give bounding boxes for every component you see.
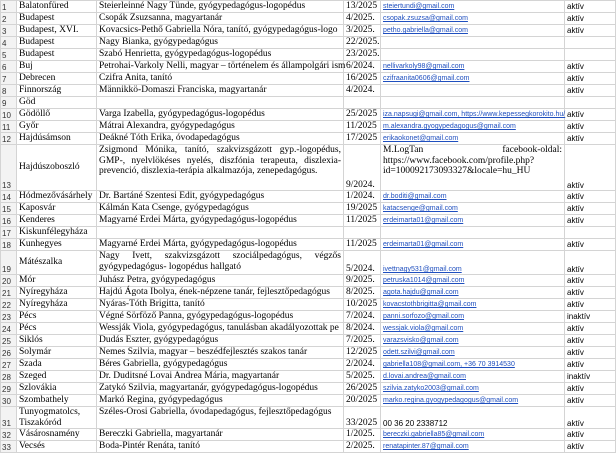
row-number[interactable]: 3 bbox=[1, 25, 17, 37]
table-row bbox=[1, 203, 616, 215]
cell-contact[interactable]: Boda-Pintér Renáta, tanító bbox=[97, 441, 344, 453]
cell-contact-info[interactable]: steiertundi@gmail.com bbox=[381, 1, 565, 13]
cell-contact-info[interactable]: odett.szilvi@gmail.com bbox=[381, 347, 565, 359]
cell-city[interactable]: Kiskunfélegyháza bbox=[17, 227, 97, 239]
table-row bbox=[1, 25, 616, 37]
cell-contact-info[interactable]: csopak.zsuzsa@gmail.com bbox=[381, 13, 565, 25]
cell-city[interactable]: Hajdúszoboszló bbox=[17, 145, 97, 191]
cell-status[interactable] bbox=[565, 227, 616, 239]
cell-city[interactable]: Győr bbox=[17, 121, 97, 133]
cell-registration[interactable]: 8/2024. bbox=[344, 323, 381, 335]
row-number[interactable]: 12 bbox=[1, 133, 17, 145]
cell-status[interactable] bbox=[565, 97, 616, 109]
row-number[interactable]: 31 bbox=[1, 407, 17, 429]
cell-contact[interactable]: Dr. Duditsné Lovai Andrea Mária, magyartanár bbox=[97, 371, 344, 383]
cell-contact[interactable]: Petrohai-Varkoly Nelli, magyar – történelem és állampolgári ism bbox=[97, 61, 344, 73]
cell-contact-info[interactable]: wessjak.viola@gmail.com bbox=[381, 323, 565, 335]
cell-contact[interactable]: Männikkö-Domaszi Franciska, magyartanár bbox=[97, 85, 344, 97]
row-number[interactable]: 18 bbox=[1, 239, 17, 251]
cell-contact[interactable]: Kovacsics-Pethő Gabriella Nóra, tanító, gyógypedagógus-logo bbox=[97, 25, 344, 37]
table-row bbox=[1, 191, 616, 203]
cell-registration[interactable]: 11/2025 bbox=[344, 215, 381, 227]
cell-contact-info[interactable]: renatapinter.87@gmail.com bbox=[381, 441, 565, 453]
row-number[interactable]: 22 bbox=[1, 299, 17, 311]
cell-contact[interactable]: Dr. Bartáné Szentesi Edit, gyógypedagógus bbox=[97, 191, 344, 203]
cell-status[interactable]: aktív bbox=[565, 251, 616, 275]
cell-city[interactable]: Budapest bbox=[17, 49, 97, 61]
cell-city[interactable]: Balatonfüred bbox=[17, 1, 97, 13]
cell-status[interactable]: aktív bbox=[565, 61, 616, 73]
cell-registration[interactable]: 1/2024. bbox=[344, 191, 381, 203]
cell-status[interactable]: aktív bbox=[565, 215, 616, 227]
cell-status[interactable]: aktív bbox=[565, 383, 616, 395]
cell-contact-info[interactable]: M.LogTan facebook-oldal: https://www.facebook.com/profile.php?id=100092173093327&locale=hu_HU bbox=[381, 145, 565, 191]
cell-city[interactable]: Hajdúsámson bbox=[17, 133, 97, 145]
row-number[interactable]: 2 bbox=[1, 13, 17, 25]
cell-city[interactable]: Kenderes bbox=[17, 215, 97, 227]
row-number[interactable]: 7 bbox=[1, 73, 17, 85]
cell-city[interactable]: Tunyogmatolcs, Tiszakóród bbox=[17, 407, 97, 429]
row-number[interactable]: 28 bbox=[1, 371, 17, 383]
table-row bbox=[1, 359, 616, 371]
cell-city[interactable]: Hódmezővásárhely bbox=[17, 191, 97, 203]
cell-registration[interactable]: 12/2025 bbox=[344, 347, 381, 359]
row-number[interactable]: 11 bbox=[1, 121, 17, 133]
cell-contact[interactable]: Steierleinné Nagy Tünde, gyógypedagógus-logopédus bbox=[97, 1, 344, 13]
row-number[interactable]: 19 bbox=[1, 251, 17, 275]
row-number[interactable]: 21 bbox=[1, 287, 17, 299]
cell-registration[interactable]: 9/2025. bbox=[344, 275, 381, 287]
cell-registration[interactable]: 7/2025. bbox=[344, 335, 381, 347]
row-number[interactable]: 26 bbox=[1, 347, 17, 359]
cell-contact[interactable]: Nagy Ivett, szakvizsgázott szociálpedagógus, végzős gyógypedagógus- logopédus hallgató bbox=[97, 251, 344, 275]
cell-contact-info[interactable]: kovacstothbrigitta@gmail.com bbox=[381, 299, 565, 311]
cell-contact-info[interactable]: czifraanita0606@gmail.com bbox=[381, 73, 565, 85]
cell-city[interactable]: Finnország bbox=[17, 85, 97, 97]
cell-registration[interactable]: 3/2025. bbox=[344, 25, 381, 37]
row-number[interactable]: 30 bbox=[1, 395, 17, 407]
cell-status[interactable]: aktív bbox=[565, 13, 616, 25]
table-row bbox=[1, 97, 616, 109]
cell-status[interactable]: aktív bbox=[565, 299, 616, 311]
cell-status[interactable]: aktív bbox=[565, 85, 616, 97]
cell-status[interactable]: aktív bbox=[565, 191, 616, 203]
cell-status[interactable]: aktív bbox=[565, 239, 616, 251]
cell-contact[interactable]: Zsigmond Mónika, tanító, szakvizsgázott gyp.-logopédus, GMP-, nyelvlökéses nyelés, diszfónia terapeuta, diszlexia-prevenció, diszlexia-terápia alkalmazója, zenepedagógus. bbox=[97, 145, 344, 191]
cell-status[interactable]: aktív bbox=[565, 133, 616, 145]
table-row bbox=[1, 395, 616, 407]
table-row bbox=[1, 37, 616, 49]
cell-status[interactable]: aktív bbox=[565, 275, 616, 287]
table-row bbox=[1, 215, 616, 227]
cell-contact[interactable]: Magyarné Erdei Márta, gyógypedagógus-logopédus bbox=[97, 239, 344, 251]
cell-registration[interactable]: 8/2025. bbox=[344, 287, 381, 299]
cell-registration[interactable]: 4/2025. bbox=[344, 13, 381, 25]
table-row bbox=[1, 13, 616, 25]
cell-status[interactable]: aktív bbox=[565, 203, 616, 215]
cell-contact-info[interactable]: erikaokonet@gmail.com bbox=[381, 133, 565, 145]
table-row bbox=[1, 299, 616, 311]
cell-contact-info[interactable]: d.lovai.andrea@gmail.com bbox=[381, 371, 565, 383]
cell-status[interactable]: aktív bbox=[565, 441, 616, 453]
cell-registration[interactable]: 26/2025 bbox=[344, 383, 381, 395]
cell-contact-info[interactable]: erdeimarta01@gmail.com bbox=[381, 215, 565, 227]
cell-registration[interactable]: 1/2025. bbox=[344, 429, 381, 441]
table-row bbox=[1, 121, 616, 133]
cell-registration[interactable]: 4/2024. bbox=[344, 85, 381, 97]
cell-city[interactable]: Vásárosnamény bbox=[17, 429, 97, 441]
table-row bbox=[1, 311, 616, 323]
cell-city[interactable]: Nyíregyháza bbox=[17, 287, 97, 299]
cell-contact-info[interactable] bbox=[381, 37, 565, 49]
cell-contact-info[interactable]: gabriella108@gmail.com, +36 70 3914530 bbox=[381, 359, 565, 371]
cell-registration[interactable]: 10/2025 bbox=[344, 299, 381, 311]
cell-city[interactable]: Budapest, XVI. bbox=[17, 25, 97, 37]
table-row bbox=[1, 73, 616, 85]
cell-registration[interactable]: 11/2025 bbox=[344, 239, 381, 251]
cell-status[interactable] bbox=[565, 37, 616, 49]
cell-contact[interactable]: Wessják Viola, gyógypedagógus, tanulásban akadályozottak pe bbox=[97, 323, 344, 335]
cell-contact-info[interactable]: petho.gabriella@gmail.com bbox=[381, 25, 565, 37]
cell-contact[interactable]: Bereczki Gabriella, magyartanár bbox=[97, 429, 344, 441]
cell-registration[interactable]: 33/2025 bbox=[344, 407, 381, 429]
cell-contact-info[interactable] bbox=[381, 85, 565, 97]
cell-registration[interactable]: 22/2025. bbox=[344, 37, 381, 49]
row-number[interactable]: 6 bbox=[1, 61, 17, 73]
table-row bbox=[1, 133, 616, 145]
cell-registration[interactable]: 7/2024. bbox=[344, 311, 381, 323]
cell-contact[interactable]: Nemes Szilvia, magyar – beszédfejlesztés szakos tanár bbox=[97, 347, 344, 359]
cell-status[interactable]: aktív bbox=[565, 407, 616, 429]
cell-city[interactable]: Mór bbox=[17, 275, 97, 287]
table-row bbox=[1, 383, 616, 395]
table-row bbox=[1, 145, 616, 191]
cell-city[interactable]: Szlovákia bbox=[17, 383, 97, 395]
cell-status[interactable]: aktív bbox=[565, 25, 616, 37]
cell-city[interactable]: Budapest bbox=[17, 37, 97, 49]
table-row bbox=[1, 371, 616, 383]
cell-contact[interactable]: Varga Izabella, gyógypedagógus-logopédus bbox=[97, 109, 344, 121]
table-row bbox=[1, 275, 616, 287]
cell-contact-info[interactable]: agota.hajdu@gmail.com bbox=[381, 287, 565, 299]
cell-contact[interactable] bbox=[97, 227, 344, 239]
row-number[interactable]: 20 bbox=[1, 275, 17, 287]
cell-contact[interactable]: Szabó Henrietta, gyógypedagógus-logopédus bbox=[97, 49, 344, 61]
table-row bbox=[1, 1, 616, 13]
cell-contact-info[interactable]: iza.napsugi@gmail.com, https://www.kepessegkorokito.hu/ bbox=[381, 109, 565, 121]
cell-registration[interactable]: 16/2025 bbox=[344, 73, 381, 85]
table-row bbox=[1, 407, 616, 429]
row-number[interactable]: 5 bbox=[1, 49, 17, 61]
cell-contact[interactable]: Juhász Petra, gyógypedagógus bbox=[97, 275, 344, 287]
cell-status[interactable]: aktív bbox=[565, 121, 616, 133]
table-row bbox=[1, 239, 616, 251]
table-row bbox=[1, 85, 616, 97]
row-number[interactable]: 13 bbox=[1, 145, 17, 191]
row-number[interactable]: 23 bbox=[1, 311, 17, 323]
table-row bbox=[1, 335, 616, 347]
cell-contact-info[interactable]: dr.boditi@gmail.com bbox=[381, 191, 565, 203]
cell-city[interactable]: Solymár bbox=[17, 347, 97, 359]
cell-status[interactable]: inaktív bbox=[565, 371, 616, 383]
cell-contact-info[interactable] bbox=[381, 227, 565, 239]
cell-contact[interactable]: Markó Regina, gyógypedagógus bbox=[97, 395, 344, 407]
cell-contact-info[interactable] bbox=[381, 97, 565, 109]
cell-contact[interactable]: Nyáras-Tóth Brigitta, tanító bbox=[97, 299, 344, 311]
row-number[interactable]: 10 bbox=[1, 109, 17, 121]
cell-status[interactable]: aktív bbox=[565, 287, 616, 299]
cell-contact[interactable]: Széles-Orosi Gabriella, óvodapedagógus, fejlesztőpedagógus bbox=[97, 407, 344, 429]
cell-contact[interactable]: Csopák Zsuzsanna, magyartanár bbox=[97, 13, 344, 25]
cell-contact[interactable]: Béres Gabriella, gyógypedagógus bbox=[97, 359, 344, 371]
cell-contact[interactable]: Zatykó Szilvia, magyartanár, gyógypedagógus-logopédus bbox=[97, 383, 344, 395]
row-number[interactable]: 16 bbox=[1, 215, 17, 227]
cell-city[interactable]: Kaposvár bbox=[17, 203, 97, 215]
table-row bbox=[1, 61, 616, 73]
table-row bbox=[1, 251, 616, 275]
cell-registration[interactable]: 2/2024. bbox=[344, 359, 381, 371]
cell-city[interactable]: Szada bbox=[17, 359, 97, 371]
cell-city[interactable]: Szombathely bbox=[17, 395, 97, 407]
row-number[interactable]: 4 bbox=[1, 37, 17, 49]
row-number[interactable]: 32 bbox=[1, 429, 17, 441]
cell-contact-info[interactable]: erdeimarta01@gmail.com bbox=[381, 239, 565, 251]
cell-contact-info[interactable]: m.alexandra.gyogypedagogus@gmail.com bbox=[381, 121, 565, 133]
cell-city[interactable]: Göd bbox=[17, 97, 97, 109]
cell-registration[interactable]: 19/2025 bbox=[344, 203, 381, 215]
table-row bbox=[1, 49, 616, 61]
cell-registration[interactable] bbox=[344, 97, 381, 109]
row-number[interactable]: 9 bbox=[1, 97, 17, 109]
row-number[interactable]: 14 bbox=[1, 191, 17, 203]
cell-contact-info[interactable]: katacsenge@gmail.com bbox=[381, 203, 565, 215]
row-number[interactable]: 1 bbox=[1, 1, 17, 13]
cell-city[interactable]: Kunhegyes bbox=[17, 239, 97, 251]
cell-status[interactable] bbox=[565, 49, 616, 61]
cell-contact[interactable] bbox=[97, 97, 344, 109]
cell-registration[interactable]: 20/2025 bbox=[344, 395, 381, 407]
cell-status[interactable]: inaktív bbox=[565, 311, 616, 323]
cell-status[interactable]: aktív bbox=[565, 1, 616, 13]
cell-contact[interactable]: Czifra Anita, tanító bbox=[97, 73, 344, 85]
cell-registration[interactable]: 11/2025 bbox=[344, 121, 381, 133]
cell-contact-info[interactable]: marko.regina.gyogypedagogus@gmail.com bbox=[381, 395, 565, 407]
cell-registration[interactable] bbox=[344, 227, 381, 239]
cell-contact[interactable]: Nagy Bianka, gyógypedagógus bbox=[97, 37, 344, 49]
table-row bbox=[1, 429, 616, 441]
row-number[interactable]: 27 bbox=[1, 359, 17, 371]
cell-status[interactable]: aktív bbox=[565, 395, 616, 407]
cell-city[interactable]: Debrecen bbox=[17, 73, 97, 85]
cell-city[interactable]: Pécs bbox=[17, 323, 97, 335]
cell-status[interactable]: aktív bbox=[565, 145, 616, 191]
cell-contact-info[interactable]: ivettnagy531@gmail.com bbox=[381, 251, 565, 275]
cell-contact-info[interactable]: panni.sorfozo@gmail.com bbox=[381, 311, 565, 323]
cell-registration[interactable]: 17/2025 bbox=[344, 133, 381, 145]
cell-contact[interactable]: Hajdú Ágota Ibolya, ének-népzene tanár, fejlesztőpedagógus bbox=[97, 287, 344, 299]
cell-contact[interactable]: Végné Sörföző Panna, gyógypedagógus-logopédus bbox=[97, 311, 344, 323]
cell-city[interactable]: Szeged bbox=[17, 371, 97, 383]
row-number[interactable]: 29 bbox=[1, 383, 17, 395]
cell-status[interactable]: aktív bbox=[565, 359, 616, 371]
cell-registration[interactable]: 5/2025. bbox=[344, 371, 381, 383]
table-row bbox=[1, 109, 616, 121]
cell-status[interactable]: aktív bbox=[565, 429, 616, 441]
cell-city[interactable]: Gödöllő bbox=[17, 109, 97, 121]
cell-city[interactable]: Nyíregyháza bbox=[17, 299, 97, 311]
table-row bbox=[1, 227, 616, 239]
cell-contact[interactable]: Kálmán Kata Csenge, gyógypedagógus bbox=[97, 203, 344, 215]
cell-contact-info[interactable]: varazsvisko@gmail.com bbox=[381, 335, 565, 347]
cell-registration[interactable]: 6/2024. bbox=[344, 61, 381, 73]
table-row bbox=[1, 347, 616, 359]
row-number[interactable]: 15 bbox=[1, 203, 17, 215]
cell-status[interactable]: aktív bbox=[565, 347, 616, 359]
row-number[interactable]: 25 bbox=[1, 335, 17, 347]
cell-contact-info[interactable]: 00 36 20 2338712 bbox=[381, 407, 565, 429]
cell-status[interactable]: aktív bbox=[565, 323, 616, 335]
cell-registration[interactable]: 13/2025 bbox=[344, 1, 381, 13]
cell-contact-info[interactable]: szilvia.zatyko2003@gmail.com bbox=[381, 383, 565, 395]
row-number[interactable]: 8 bbox=[1, 85, 17, 97]
cell-contact-info[interactable]: petruska1014@gmail.com bbox=[381, 275, 565, 287]
table-row bbox=[1, 323, 616, 335]
cell-registration[interactable]: 5/2024. bbox=[344, 251, 381, 275]
cell-registration[interactable]: 2/2025. bbox=[344, 441, 381, 453]
table-row bbox=[1, 441, 616, 453]
cell-contact-info[interactable] bbox=[381, 49, 565, 61]
cell-city[interactable]: Budapest bbox=[17, 13, 97, 25]
cell-city[interactable]: Vecsés bbox=[17, 441, 97, 453]
cell-status[interactable]: aktív bbox=[565, 335, 616, 347]
row-number[interactable]: 24 bbox=[1, 323, 17, 335]
cell-status[interactable]: aktív bbox=[565, 109, 616, 121]
cell-contact[interactable]: Dudás Eszter, gyógypedagógus bbox=[97, 335, 344, 347]
cell-contact[interactable]: Deákné Tóth Erika, óvodapedagógus bbox=[97, 133, 344, 145]
cell-contact-info[interactable]: bereczki.gabriella85@gmail.com bbox=[381, 429, 565, 441]
cell-city[interactable]: Siklós bbox=[17, 335, 97, 347]
cell-contact[interactable]: Mátrai Alexandra, gyógypedagógus bbox=[97, 121, 344, 133]
row-number[interactable]: 17 bbox=[1, 227, 17, 239]
table-row bbox=[1, 287, 616, 299]
cell-city[interactable]: Buj bbox=[17, 61, 97, 73]
cell-status[interactable]: aktív bbox=[565, 73, 616, 85]
row-number[interactable]: 33 bbox=[1, 441, 17, 453]
cell-registration[interactable]: 9/2024. bbox=[344, 145, 381, 191]
cell-city[interactable]: Mátészalka bbox=[17, 251, 97, 275]
cell-city[interactable]: Pécs bbox=[17, 311, 97, 323]
cell-registration[interactable]: 23/2025. bbox=[344, 49, 381, 61]
cell-contact-info[interactable]: nellivarkoly98@gmail.com bbox=[381, 61, 565, 73]
cell-registration[interactable]: 25/2025 bbox=[344, 109, 381, 121]
cell-contact[interactable]: Magyarné Erdei Márta, gyógypedagógus-logopédus bbox=[97, 215, 344, 227]
